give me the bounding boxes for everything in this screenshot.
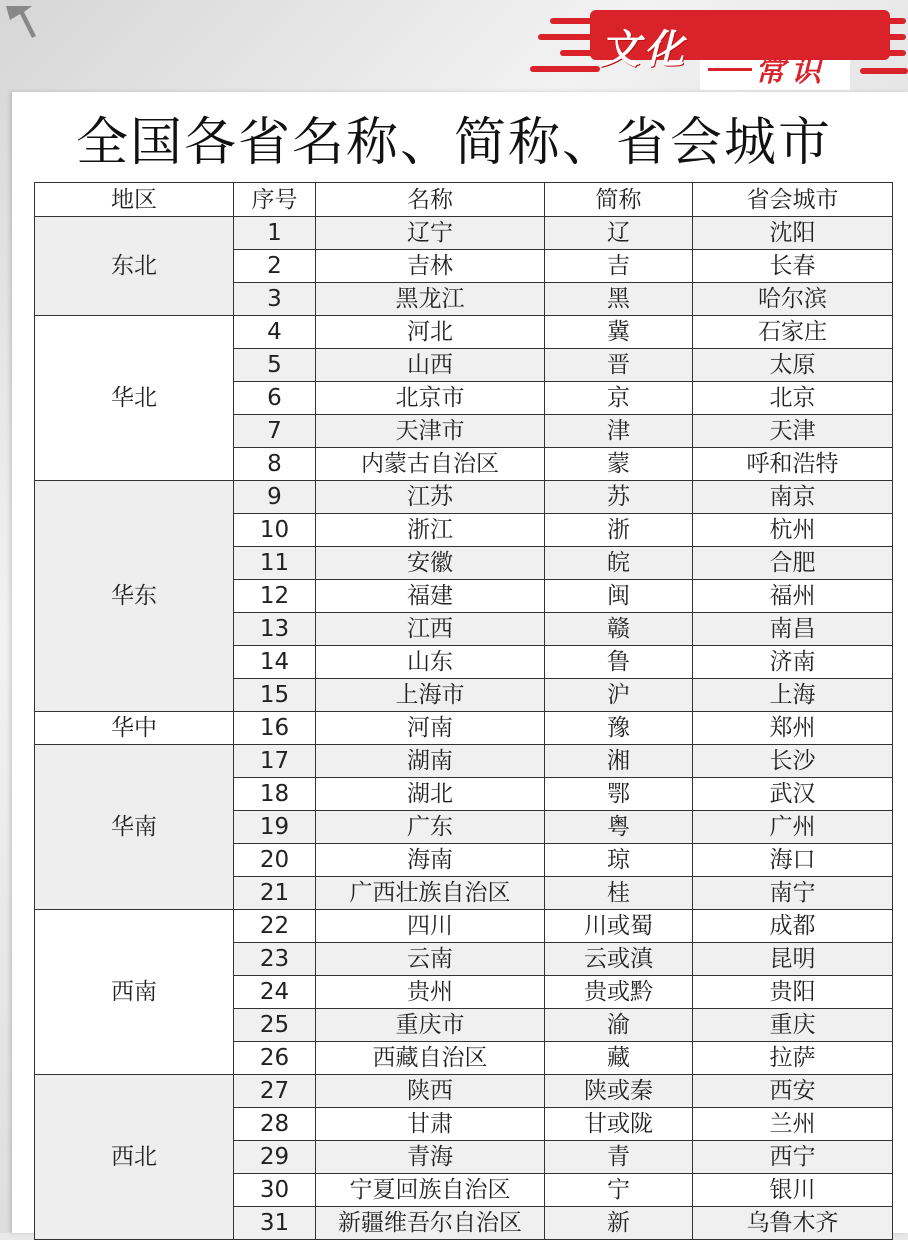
seq-cell: 3 <box>234 283 316 316</box>
name-cell: 山西 <box>316 349 545 382</box>
name-cell: 河北 <box>316 316 545 349</box>
name-cell: 贵州 <box>316 976 545 1009</box>
capital-cell: 兰州 <box>693 1108 893 1141</box>
name-cell: 吉林 <box>316 250 545 283</box>
banner-subtitle: 常识 <box>755 54 827 89</box>
abbr-cell: 津 <box>545 415 693 448</box>
seq-cell: 28 <box>234 1108 316 1141</box>
header-seq: 序号 <box>234 183 316 217</box>
seq-cell: 30 <box>234 1174 316 1207</box>
name-cell: 陕西 <box>316 1075 545 1108</box>
name-cell: 甘肃 <box>316 1108 545 1141</box>
region-cell: 华南 <box>35 745 234 910</box>
abbr-cell: 川或蜀 <box>545 910 693 943</box>
capital-cell: 哈尔滨 <box>693 283 893 316</box>
seq-cell: 14 <box>234 646 316 679</box>
table-row <box>35 745 893 778</box>
abbr-cell: 甘或陇 <box>545 1108 693 1141</box>
region-cell: 西南 <box>35 910 234 1075</box>
name-cell: 黑龙江 <box>316 283 545 316</box>
name-cell: 江苏 <box>316 481 545 514</box>
header-abbr: 简称 <box>545 183 693 217</box>
abbr-cell: 皖 <box>545 547 693 580</box>
capital-cell: 重庆 <box>693 1009 893 1042</box>
header-capital: 省会城市 <box>693 183 893 217</box>
capital-cell: 武汉 <box>693 778 893 811</box>
seq-cell: 9 <box>234 481 316 514</box>
abbr-cell: 鄂 <box>545 778 693 811</box>
name-cell: 广东 <box>316 811 545 844</box>
seq-cell: 19 <box>234 811 316 844</box>
name-cell: 新疆维吾尔自治区 <box>316 1207 545 1240</box>
seq-cell: 29 <box>234 1141 316 1174</box>
table-row <box>35 217 893 250</box>
capital-cell: 合肥 <box>693 547 893 580</box>
abbr-cell: 青 <box>545 1141 693 1174</box>
seq-cell: 2 <box>234 250 316 283</box>
name-cell: 安徽 <box>316 547 545 580</box>
abbr-cell: 赣 <box>545 613 693 646</box>
abbr-cell: 宁 <box>545 1174 693 1207</box>
seq-cell: 15 <box>234 679 316 712</box>
banner-dash <box>708 68 752 71</box>
capital-cell: 银川 <box>693 1174 893 1207</box>
capital-cell: 广州 <box>693 811 893 844</box>
name-cell: 海南 <box>316 844 545 877</box>
name-cell: 湖北 <box>316 778 545 811</box>
abbr-cell: 沪 <box>545 679 693 712</box>
seq-cell: 21 <box>234 877 316 910</box>
name-cell: 北京市 <box>316 382 545 415</box>
name-cell: 西藏自治区 <box>316 1042 545 1075</box>
capital-cell: 南京 <box>693 481 893 514</box>
abbr-cell: 豫 <box>545 712 693 745</box>
capital-cell: 南宁 <box>693 877 893 910</box>
table-header-row <box>35 183 893 217</box>
name-cell: 福建 <box>316 580 545 613</box>
abbr-cell: 京 <box>545 382 693 415</box>
abbr-cell: 晋 <box>545 349 693 382</box>
capital-cell: 长春 <box>693 250 893 283</box>
capital-cell: 杭州 <box>693 514 893 547</box>
region-cell: 华北 <box>35 316 234 481</box>
abbr-cell: 粤 <box>545 811 693 844</box>
name-cell: 内蒙古自治区 <box>316 448 545 481</box>
capital-cell: 南昌 <box>693 613 893 646</box>
capital-cell: 海口 <box>693 844 893 877</box>
banner-title: 文化 <box>600 26 688 73</box>
table-row <box>35 481 893 514</box>
seq-cell: 11 <box>234 547 316 580</box>
seq-cell: 7 <box>234 415 316 448</box>
capital-cell: 沈阳 <box>693 217 893 250</box>
seq-cell: 12 <box>234 580 316 613</box>
capital-cell: 上海 <box>693 679 893 712</box>
region-cell: 华东 <box>35 481 234 712</box>
abbr-cell: 贵或黔 <box>545 976 693 1009</box>
header-region: 地区 <box>35 183 234 217</box>
table-row <box>35 712 893 745</box>
seq-cell: 4 <box>234 316 316 349</box>
name-cell: 辽宁 <box>316 217 545 250</box>
region-cell: 西北 <box>35 1075 234 1240</box>
abbr-cell: 桂 <box>545 877 693 910</box>
seq-cell: 26 <box>234 1042 316 1075</box>
table-row <box>35 910 893 943</box>
name-cell: 湖南 <box>316 745 545 778</box>
name-cell: 广西壮族自治区 <box>316 877 545 910</box>
banner-ribbon <box>530 6 908 90</box>
table-body <box>35 217 893 1240</box>
capital-cell: 石家庄 <box>693 316 893 349</box>
abbr-cell: 黑 <box>545 283 693 316</box>
capital-cell: 西安 <box>693 1075 893 1108</box>
seq-cell: 23 <box>234 943 316 976</box>
seq-cell: 20 <box>234 844 316 877</box>
abbr-cell: 苏 <box>545 481 693 514</box>
name-cell: 上海市 <box>316 679 545 712</box>
page-title: 全国各省名称、简称、省会城市 <box>75 113 832 173</box>
capital-cell: 昆明 <box>693 943 893 976</box>
seq-cell: 17 <box>234 745 316 778</box>
capital-cell: 西宁 <box>693 1141 893 1174</box>
capital-cell: 天津 <box>693 415 893 448</box>
region-cell: 东北 <box>35 217 234 316</box>
seq-cell: 25 <box>234 1009 316 1042</box>
seq-cell: 31 <box>234 1207 316 1240</box>
name-cell: 宁夏回族自治区 <box>316 1174 545 1207</box>
name-cell: 天津市 <box>316 415 545 448</box>
capital-cell: 济南 <box>693 646 893 679</box>
seq-cell: 24 <box>234 976 316 1009</box>
name-cell: 山东 <box>316 646 545 679</box>
seq-cell: 18 <box>234 778 316 811</box>
name-cell: 青海 <box>316 1141 545 1174</box>
seq-cell: 16 <box>234 712 316 745</box>
abbr-cell: 浙 <box>545 514 693 547</box>
capital-cell: 呼和浩特 <box>693 448 893 481</box>
capital-cell: 福州 <box>693 580 893 613</box>
name-cell: 河南 <box>316 712 545 745</box>
seq-cell: 27 <box>234 1075 316 1108</box>
corner-arrow-icon <box>2 2 42 42</box>
name-cell: 江西 <box>316 613 545 646</box>
seq-cell: 22 <box>234 910 316 943</box>
abbr-cell: 冀 <box>545 316 693 349</box>
abbr-cell: 辽 <box>545 217 693 250</box>
abbr-cell: 琼 <box>545 844 693 877</box>
abbr-cell: 鲁 <box>545 646 693 679</box>
seq-cell: 8 <box>234 448 316 481</box>
capital-cell: 北京 <box>693 382 893 415</box>
seq-cell: 13 <box>234 613 316 646</box>
capital-cell: 成都 <box>693 910 893 943</box>
abbr-cell: 蒙 <box>545 448 693 481</box>
abbr-cell: 闽 <box>545 580 693 613</box>
capital-cell: 贵阳 <box>693 976 893 1009</box>
name-cell: 重庆市 <box>316 1009 545 1042</box>
abbr-cell: 云或滇 <box>545 943 693 976</box>
abbr-cell: 藏 <box>545 1042 693 1075</box>
capital-cell: 郑州 <box>693 712 893 745</box>
abbr-cell: 吉 <box>545 250 693 283</box>
seq-cell: 10 <box>234 514 316 547</box>
header-name: 名称 <box>316 183 545 217</box>
capital-cell: 乌鲁木齐 <box>693 1207 893 1240</box>
region-cell: 华中 <box>35 712 234 745</box>
capital-cell: 拉萨 <box>693 1042 893 1075</box>
table-row <box>35 316 893 349</box>
seq-cell: 1 <box>234 217 316 250</box>
seq-cell: 5 <box>234 349 316 382</box>
seq-cell: 6 <box>234 382 316 415</box>
name-cell: 四川 <box>316 910 545 943</box>
table-row <box>35 1075 893 1108</box>
name-cell: 浙江 <box>316 514 545 547</box>
province-table <box>34 182 893 1240</box>
abbr-cell: 渝 <box>545 1009 693 1042</box>
name-cell: 云南 <box>316 943 545 976</box>
capital-cell: 太原 <box>693 349 893 382</box>
abbr-cell: 新 <box>545 1207 693 1240</box>
capital-cell: 长沙 <box>693 745 893 778</box>
abbr-cell: 湘 <box>545 745 693 778</box>
abbr-cell: 陕或秦 <box>545 1075 693 1108</box>
